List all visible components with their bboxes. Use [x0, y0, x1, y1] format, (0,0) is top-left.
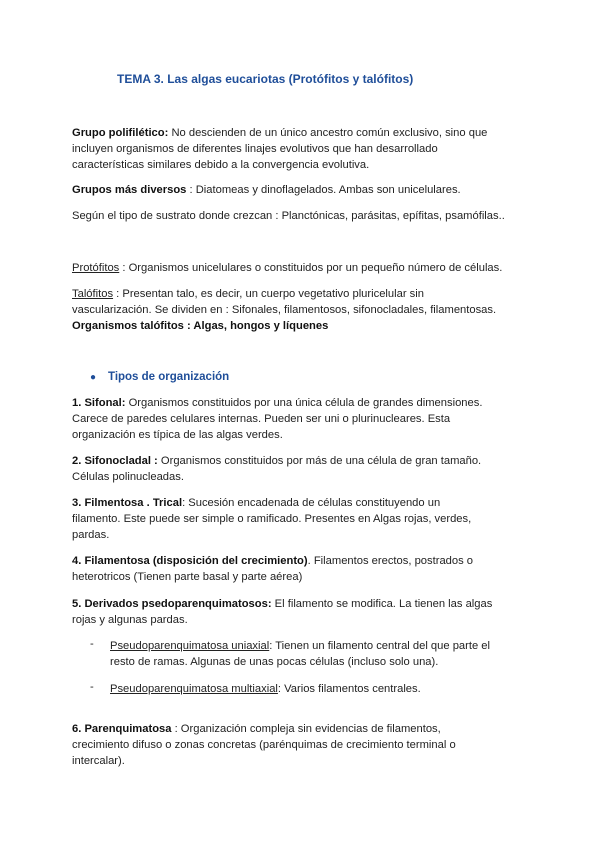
- item-siphonal: 1. Sifonal: Organismos constituidos por una única célula de grandes dimensiones. Carece de paredes celulares internas. Pueden ser uni o plurinucleares. Esta organización es típica de las algas verdes.: [72, 397, 483, 441]
- subitem-multiaxial: Pseudoparenquimatosa multiaxial: Varios filamentos centrales.: [110, 683, 421, 695]
- section-heading-organization-types: ● Tipos de organización: [90, 371, 230, 383]
- term-diverse-groups: Grupos más diversos: [72, 184, 187, 196]
- dash-marker: -: [90, 681, 94, 693]
- paragraph-polyphyletic: Grupo polifilético: No descienden de un único ancestro común exclusivo, sino que incluyen organismos de diferentes linajes evolutivos que han desarrollado características similares debido a la convergencia evolutiva.: [72, 127, 488, 171]
- paragraph-protophytes: Protófitos : Organismos unicelulares o constituidos por un pequeño número de células.: [72, 262, 503, 274]
- term-polyphyletic: Grupo polifilético:: [72, 127, 169, 139]
- item-parenchymatous: 6. Parenquimatosa : Organización compleja sin evidencias de filamentos, crecimiento difuso o zonas concretas (parénquimas de crecimiento terminal o intercalar).: [72, 723, 456, 767]
- paragraph-substrate: Según el tipo de sustrato donde crezcan : Planctónicas, parásitas, epífitas, psamófilas..: [72, 210, 505, 222]
- item-filamentous-growth: 4. Filamentosa (disposición del crecimiento). Filamentos erectos, postrados o heterotricos (Tienen parte basal y parte aérea): [72, 555, 474, 583]
- paragraph-thallophytes: Talófitos : Presentan talo, es decir, un cuerpo vegetativo pluricelular sin vascularización. Se dividen en : Sifonales, filamentosos, sifonocladales, filamentosas. Organismos talófitos : Algas, hongos y líquenes: [72, 288, 497, 332]
- document-title: TEMA 3. Las algas eucariotas (Protófitos y talófitos): [117, 72, 414, 86]
- item-siphonocladal: 2. Sifonocladal : Organismos constituidos por más de una célula de gran tamaño. Células polinucleadas.: [72, 455, 482, 483]
- item-pseudoparenchymatous: 5. Derivados psedoparenquimatosos: El filamento se modifica. La tienen las algas rojas y algunas pardas.: [72, 598, 493, 626]
- dash-marker: -: [90, 638, 94, 650]
- term-protophytes: Protófitos: [72, 262, 120, 274]
- subitem-uniaxial: Pseudoparenquimatosa uniaxial: Tienen un filamento central del que parte el resto de ramas. Algunas de unas pocas células (incluso solo una).: [110, 640, 491, 668]
- item-filamentous-trichal: 3. Filmentosa . Trical: Sucesión encadenada de células constituyendo un filamento. Este puede ser simple o ramificado. Presentes en Algas rojas, verdes, pardas.: [72, 497, 472, 541]
- thallophyte-organisms: Organismos talófitos : Algas, hongos y líquenes: [72, 320, 329, 332]
- paragraph-diverse-groups: Grupos más diversos : Diatomeas y dinoflagelados. Ambas son unicelulares.: [72, 184, 461, 196]
- term-thallophytes: Talófitos: [72, 288, 114, 300]
- bullet-dot-icon: ●: [90, 372, 97, 383]
